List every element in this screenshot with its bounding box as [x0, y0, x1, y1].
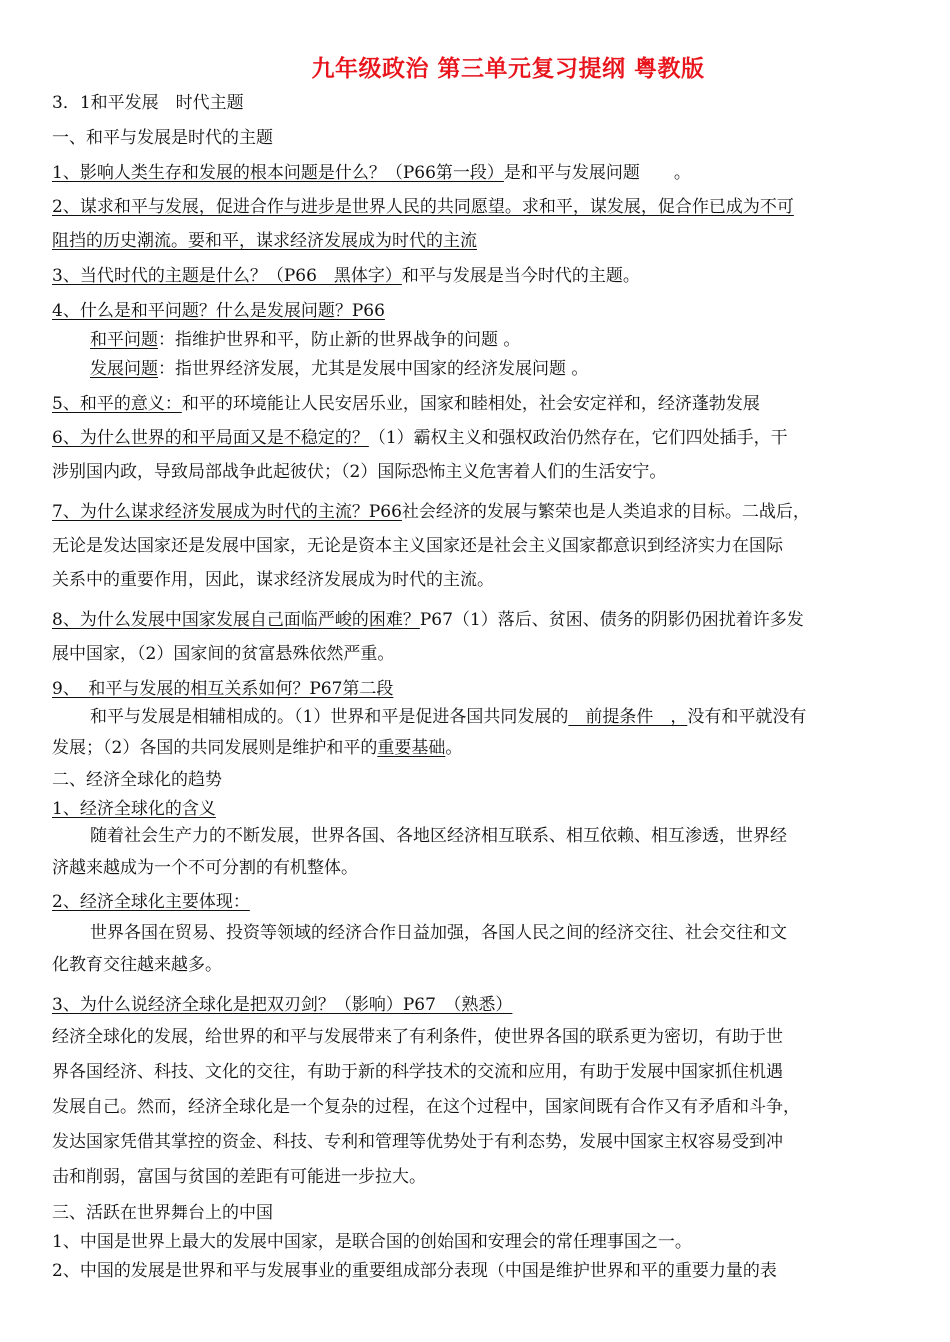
item-9-answer [52, 700, 902, 762]
globalization-3-text [52, 1020, 902, 1195]
heading-part-3: 三、活跃在世界舞台上的中国 [52, 1203, 273, 1223]
item-4 [52, 300, 902, 322]
item-1-question: 1、影响人类生存和发展的根本问题是什么？（P66第一段） [52, 163, 504, 183]
item-7-line-3: 关系中的重要作用，因此，谋求经济发展成为时代的主流。 [52, 570, 494, 590]
item-7-answer-1: 社会经济的发展与繁荣也是人类追求的目标。二战后， [401, 502, 810, 522]
item-5-answer: 和平的环境能让人民安居乐业，国家和睦相处，社会安定祥和，经济蓬勃发展 [181, 394, 760, 414]
development-definition: ：指世界经济发展，尤其是发展中国家的经济发展问题 。 [158, 359, 589, 379]
globalization-3 [52, 994, 902, 1016]
item-9-a2-post: 。 [445, 738, 463, 758]
item-8 [52, 603, 902, 671]
globalization-1-text [52, 820, 902, 884]
item-2 [52, 190, 902, 258]
item-8-question: 8、为什么发展中国家发展自己面临严峻的困难？ [52, 610, 420, 630]
item-9-a2-key: 重要基础 [377, 738, 446, 758]
item-7-line-2: 无论是发达国家还是发展中国家，无论是资本主义国家还是社会主义国家都意识到经济实力在国际 [52, 536, 783, 556]
item-2-line-2: 阻挡的历史潮流。要和平，谋求经济发展成为时代的主流 [52, 231, 477, 251]
globalization-1-question: 1、经济全球化的含义 [52, 799, 216, 819]
globalization-3-line-3: 发展自己。然而，经济全球化是一个复杂的过程，在这个过程中，国家间既有合作又有矛盾和斗争， [52, 1097, 800, 1117]
item-7-question: 7、为什么谋求经济发展成为时代的主流？P66 [52, 502, 402, 522]
globalization-3-question: 3、为什么说经济全球化是把双刃剑？（影响）P67 （熟悉） [52, 995, 513, 1015]
item-1 [52, 162, 902, 184]
item-2-line-1: 2、谋求和平与发展，促进合作与进步是世界人民的共同愿望。求和平，谋发展，促合作已成为不可 [52, 197, 794, 217]
item-9-a1-key: 前提条件 ， [568, 707, 688, 727]
item-6-question: 6、为什么世界的和平局面又是不稳定的？ [52, 428, 369, 448]
peace-label: 和平问题 [90, 330, 158, 350]
item-5 [52, 393, 902, 415]
item-3-answer: 和平与发展是当今时代的主题。 [401, 266, 640, 286]
globalization-3-line-4: 发达国家凭借其掌控的资金、科技、专利和管理等优势处于有利态势，发展中国家主权容易受到冲 [52, 1132, 783, 1152]
section-3-1-heading: 3．1和平发展 时代主题 [52, 93, 244, 113]
globalization-3-line-2: 界各国经济、科技、文化的交往，有助于新的科学技术的交流和应用，有助于发展中国家抓住机遇 [52, 1062, 783, 1082]
china-item-2: 2、中国的发展是世界和平与发展事业的重要组成部分表现（中国是维护世界和平的重要力量的表 [52, 1261, 777, 1281]
item-6-line-2: 涉别国内政，导致局部战争此起彼伏；（2）国际恐怖主义危害着人们的生活安宁。 [52, 462, 667, 482]
item-1-answer: 是和平与发展问题 。 [503, 163, 691, 183]
item-9-a1-post: 没有和平就没有 [687, 707, 807, 727]
item-3-question: 3、当代时代的主题是什么？（P66 黑体字） [52, 266, 402, 286]
heading-part-2: 二、经济全球化的趋势 [52, 770, 222, 790]
item-6-answer-1: （1）霸权主义和强权政治仍然存在，它们四处插手，干 [368, 428, 788, 448]
item-9-question: 9、 和平与发展的相互关系如何？P67第二段 [52, 679, 394, 699]
document-title: 九年级政治 第三单元复习提纲 粤教版 [311, 55, 705, 82]
item-7 [52, 495, 902, 597]
globalization-2 [52, 891, 902, 913]
globalization-2-line-2: 化教育交往越来越多。 [52, 955, 222, 975]
item-8-answer-1: P67（1）落后、贫困、债务的阴影仍困扰着许多发 [419, 610, 804, 630]
item-3 [52, 265, 902, 287]
globalization-3-line-5: 击和削弱，富国与贫国的差距有可能进一步拉大。 [52, 1167, 426, 1187]
item-4-peace [52, 329, 902, 351]
globalization-1-line-2: 济越来越成为一个不可分割的有机整体。 [52, 858, 358, 878]
globalization-2-question: 2、经济全球化主要体现： [52, 892, 250, 912]
item-4-question: 4、什么是和平问题？什么是发展问题？P66 [52, 301, 385, 321]
development-label: 发展问题 [90, 359, 158, 379]
item-8-line-2: 展中国家，（2）国家间的贫富悬殊依然严重。 [52, 644, 395, 664]
item-4-development [52, 358, 902, 380]
globalization-1 [52, 798, 902, 820]
globalization-3-line-1: 经济全球化的发展，给世界的和平与发展带来了有利条件，使世界各国的联系更为密切，有助于世 [52, 1027, 783, 1047]
peace-definition: ：指维护世界和平，防止新的世界战争的问题 。 [158, 330, 521, 350]
item-9-a2-pre: 发展；（2）各国的共同发展则是维护和平的 [52, 738, 378, 758]
document-page [52, 52, 902, 1282]
item-5-question: 5、和平的意义： [52, 394, 182, 414]
item-6 [52, 421, 902, 489]
china-item-1: 1、中国是世界上最大的发展中国家，是联合国的创始国和安理会的常任理事国之一。 [52, 1232, 692, 1252]
item-9-a1-pre: 和平与发展是相辅相成的。（1）世界和平是促进各国共同发展的 [90, 707, 569, 727]
globalization-2-text [52, 917, 902, 981]
globalization-2-line-1: 世界各国在贸易、投资等领域的经济合作日益加强，各国人民之间的经济交往、社会交往和文 [90, 923, 787, 943]
globalization-1-line-1: 随着社会生产力的不断发展，世界各国、各地区经济相互联系、相互依赖、相互渗透，世界经 [90, 826, 787, 846]
heading-part-1: 一、和平与发展是时代的主题 [52, 128, 273, 148]
item-9 [52, 678, 902, 700]
